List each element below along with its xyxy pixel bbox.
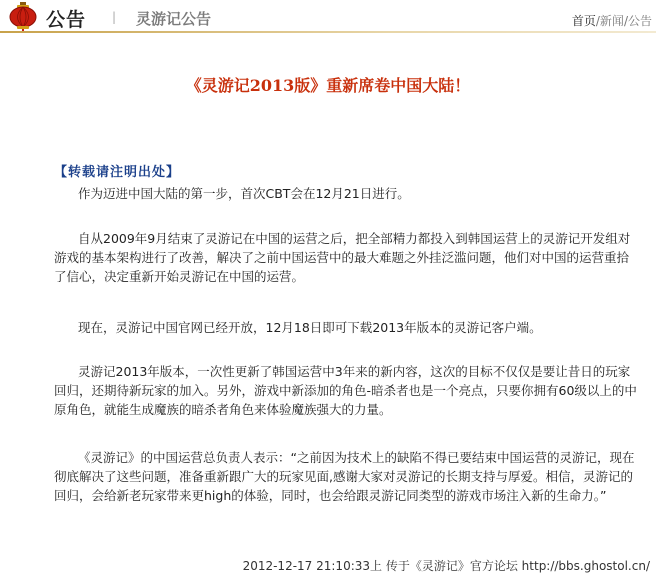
article-paragraph-3: 现在，灵游记中国官网已经开放，12月18日即可下载2013年版本的灵游记客户端。 bbox=[78, 320, 542, 335]
article-paragraph-1: 作为迈进中国大陆的第一步，首次CBT会在12月21日进行。 bbox=[78, 186, 410, 201]
forum-url-link[interactable]: http://bbs.ghostol.cn/ bbox=[521, 559, 650, 573]
article-footer bbox=[243, 557, 650, 574]
article-paragraph-5: 《灵游记》的中国运营总负责人表示：“之前因为技术上的缺陷不得已要结束中国运营的灵游记，现在彻底解决了这些问题，准备重新跟广大的玩家见面,感谢大家对灵游记的长期支持与厚爱。相信，灵游记的回归，会给新老玩家带来更high的体验，同时，也会给跟灵游记同类型的游戏市场注入新的生命力。” bbox=[54, 450, 635, 503]
breadcrumb-notice-link[interactable]: 公告 bbox=[627, 14, 652, 28]
post-timestamp: 2012-12-17 21:10:33 bbox=[242, 559, 371, 573]
article-paragraph-2: 自从2009年9月结束了灵游记在中国的运营之后，把全部精力都投入到韩国运营上的灵游记开发组对游戏的基本架构进行了改善，解决了之前中国运营中的最大难题之外挂泛滥问题，他们对中国的运营重拾了信心，决定重新开始灵游记在中国的运营。 bbox=[54, 231, 631, 284]
header-separator: | bbox=[112, 10, 117, 24]
header-divider bbox=[0, 31, 656, 33]
breadcrumb-news-link[interactable]: 新闻 bbox=[599, 14, 624, 28]
section-subtitle: 灵游记公告 bbox=[136, 10, 212, 28]
article-title: 《灵游记2013版》重新席卷中国大陆！ bbox=[185, 76, 471, 95]
breadcrumb-home-link[interactable]: 首页 bbox=[571, 14, 596, 28]
page-header bbox=[0, 0, 656, 36]
red-lantern-icon bbox=[8, 2, 38, 32]
article-paragraph-4: 灵游记2013年版本，一次性更新了韩国运营中3年来的新内容，这次的目标不仅仅是要让昔日的玩家回归，还期待新玩家的加入。另外，游戏中新添加的角色-暗杀者也是一个亮点，只要你拥有60级以上的中原角色，就能生成魔族的暗杀者角色来体验魔族强大的力量。 bbox=[54, 364, 637, 417]
post-source: 上 传于《灵游记》官方论坛 bbox=[370, 559, 518, 573]
breadcrumb bbox=[572, 12, 652, 29]
breadcrumb-separator: / bbox=[623, 14, 628, 28]
breadcrumb-separator: / bbox=[595, 14, 600, 28]
section-title: 公告 bbox=[46, 9, 87, 31]
repost-notice: 【转载请注明出处】 bbox=[54, 165, 181, 180]
